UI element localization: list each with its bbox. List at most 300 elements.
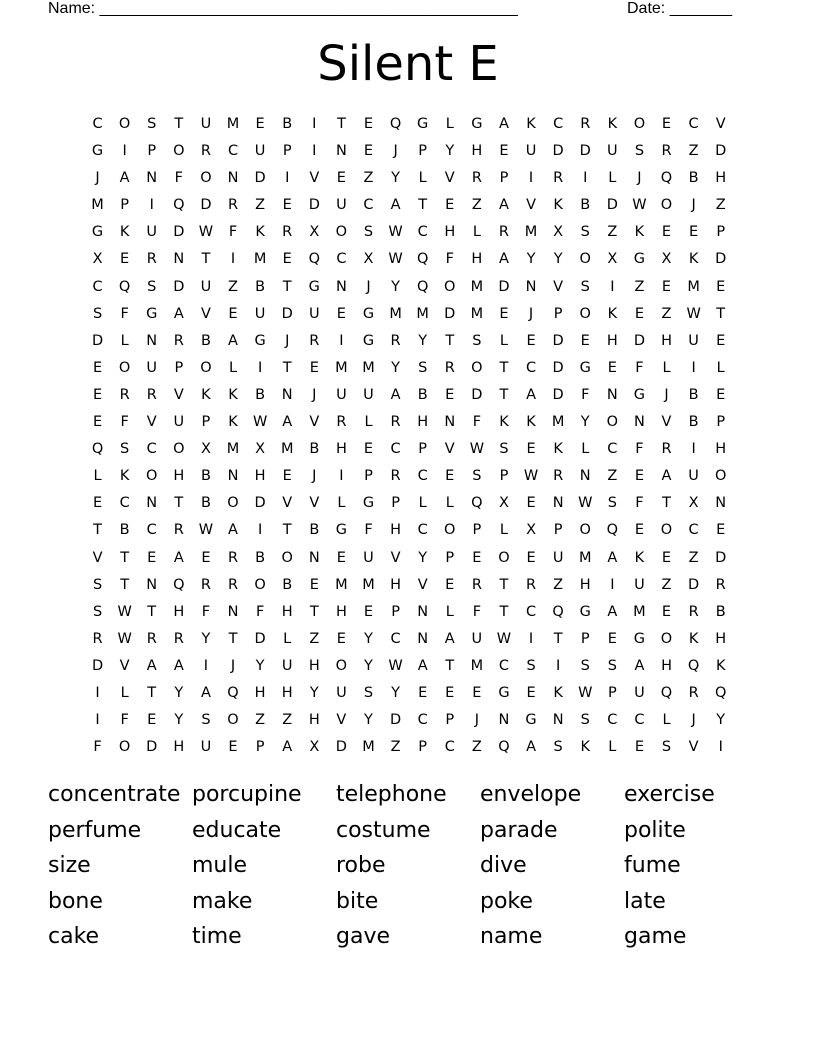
date-field-label: Date: _______ bbox=[627, 0, 732, 17]
grid-letter: R bbox=[553, 468, 564, 485]
grid-letter: E bbox=[336, 305, 346, 322]
grid-letter: Q bbox=[416, 251, 429, 268]
grid-letter: A bbox=[444, 630, 455, 647]
grid-letter: E bbox=[499, 143, 509, 160]
grid-letter: C bbox=[634, 712, 645, 729]
grid-letter: D bbox=[173, 224, 185, 241]
grid-letter: D bbox=[579, 143, 591, 160]
grid-letter: L bbox=[499, 522, 508, 539]
grid-letter: O bbox=[173, 441, 185, 458]
grid-letter: U bbox=[688, 468, 699, 485]
grid-letter: C bbox=[607, 712, 618, 729]
word-bank-item: cake bbox=[48, 924, 100, 950]
grid-letter: X bbox=[200, 441, 211, 458]
grid-letter: N bbox=[146, 576, 158, 593]
grid-letter: M bbox=[362, 576, 375, 593]
grid-letter: B bbox=[580, 197, 591, 214]
grid-letter: L bbox=[445, 116, 454, 132]
grid-letter: L bbox=[472, 224, 481, 241]
grid-letter: C bbox=[119, 495, 130, 512]
grid-letter: N bbox=[552, 495, 564, 512]
grid-letter: H bbox=[661, 657, 672, 674]
grid-letter: T bbox=[309, 603, 319, 620]
grid-letter: W bbox=[496, 630, 512, 647]
grid-letter: A bbox=[173, 657, 184, 674]
grid-letter: Z bbox=[363, 170, 374, 187]
grid-letter: H bbox=[173, 739, 185, 756]
grid-letter: P bbox=[716, 224, 726, 241]
grid-letter: S bbox=[607, 495, 617, 512]
grid-letter: L bbox=[608, 739, 617, 756]
grid-letter: E bbox=[716, 522, 726, 539]
grid-letter: F bbox=[635, 359, 644, 376]
grid-letter: M bbox=[524, 224, 538, 241]
grid-letter: O bbox=[118, 359, 131, 376]
grid-letter: W bbox=[117, 630, 132, 647]
grid-letter: R bbox=[146, 630, 157, 647]
grid-letter: T bbox=[499, 576, 509, 593]
grid-letter: H bbox=[390, 576, 402, 593]
word-bank-item: polite bbox=[624, 817, 686, 843]
grid-letter: T bbox=[418, 197, 428, 214]
grid-letter: Y bbox=[391, 684, 400, 701]
grid-letter: K bbox=[634, 224, 645, 241]
grid-letter: H bbox=[254, 684, 266, 701]
grid-letter: T bbox=[282, 522, 292, 539]
grid-letter: R bbox=[200, 143, 211, 160]
grid-letter: M bbox=[362, 359, 375, 376]
grid-letter: K bbox=[553, 441, 563, 458]
grid-letter: P bbox=[418, 739, 428, 756]
grid-letter: L bbox=[418, 170, 427, 187]
grid-letter: R bbox=[336, 414, 347, 431]
grid-letter: J bbox=[393, 143, 398, 160]
grid-letter: M bbox=[470, 657, 484, 674]
grid-letter: I bbox=[610, 576, 615, 593]
grid-letter: L bbox=[608, 170, 617, 187]
word-bank-item: telephone bbox=[336, 782, 447, 807]
grid-letter: N bbox=[633, 414, 645, 431]
grid-letter: E bbox=[472, 549, 482, 566]
grid-letter: W bbox=[632, 197, 647, 214]
grid-letter: L bbox=[283, 630, 292, 647]
word-bank-item: late bbox=[624, 888, 666, 914]
grid-letter: D bbox=[552, 386, 564, 403]
grid-letter: E bbox=[147, 712, 157, 729]
grid-letter: B bbox=[282, 116, 293, 132]
grid-letter: C bbox=[227, 143, 239, 160]
grid-letter: T bbox=[93, 522, 102, 539]
grid-letter: U bbox=[336, 684, 347, 701]
grid-letter: U bbox=[200, 278, 212, 295]
grid-letter: B bbox=[200, 468, 211, 485]
grid-letter: G bbox=[471, 116, 483, 132]
grid-letter: E bbox=[472, 684, 482, 701]
grid-letter: F bbox=[445, 251, 454, 268]
grid-letter: H bbox=[606, 332, 618, 349]
grid-letter: S bbox=[580, 712, 590, 729]
grid-letter: N bbox=[146, 495, 158, 512]
grid-letter: E bbox=[363, 143, 374, 160]
grid-letter: E bbox=[716, 386, 726, 403]
grid-letter: X bbox=[363, 251, 374, 268]
grid-letter: T bbox=[282, 278, 292, 295]
grid-letter: N bbox=[444, 414, 456, 431]
grid-letter: C bbox=[363, 197, 374, 214]
grid-letter: N bbox=[715, 495, 727, 512]
grid-letter: W bbox=[523, 468, 539, 485]
grid-letter: O bbox=[200, 359, 212, 376]
grid-letter: E bbox=[607, 359, 617, 376]
grid-letter: H bbox=[715, 170, 727, 187]
grid-letter: Z bbox=[471, 197, 482, 214]
grid-letter: L bbox=[364, 414, 373, 431]
word-bank-item: concentrate bbox=[48, 782, 181, 807]
grid-letter: Y bbox=[445, 143, 455, 160]
grid-letter: D bbox=[715, 251, 727, 268]
grid-letter: U bbox=[336, 197, 347, 214]
grid-letter: I bbox=[528, 170, 534, 187]
grid-letter: P bbox=[147, 143, 157, 160]
grid-letter: V bbox=[309, 495, 320, 512]
grid-letter: E bbox=[363, 441, 374, 458]
grid-letter: C bbox=[146, 522, 157, 539]
word-bank-item: exercise bbox=[624, 782, 715, 807]
grid-letter: F bbox=[174, 170, 183, 187]
grid-letter: Y bbox=[201, 630, 211, 647]
grid-letter: D bbox=[715, 143, 727, 160]
grid-letter: V bbox=[119, 657, 130, 674]
grid-letter: U bbox=[281, 657, 293, 674]
grid-letter: E bbox=[336, 549, 346, 566]
grid-letter: F bbox=[472, 603, 482, 620]
grid-letter: I bbox=[583, 170, 588, 187]
grid-letter: Y bbox=[364, 630, 373, 647]
grid-letter: M bbox=[633, 603, 646, 620]
grid-letter: A bbox=[173, 549, 184, 566]
grid-letter: E bbox=[526, 684, 536, 701]
grid-letter: R bbox=[553, 170, 564, 187]
word-bank-item: robe bbox=[336, 853, 386, 879]
grid-letter: G bbox=[633, 251, 646, 268]
grid-letter: M bbox=[226, 116, 240, 132]
grid-letter: P bbox=[445, 712, 455, 729]
grid-letter: Y bbox=[174, 712, 184, 729]
grid-letter: X bbox=[309, 739, 320, 756]
grid-letter: O bbox=[200, 170, 212, 187]
grid-letter: I bbox=[610, 278, 615, 295]
grid-letter: N bbox=[281, 386, 293, 403]
grid-letter: E bbox=[580, 332, 590, 349]
grid-letter: J bbox=[664, 386, 669, 403]
grid-letter: D bbox=[254, 495, 266, 512]
grid-letter: F bbox=[255, 603, 265, 620]
word-bank-item: envelope bbox=[480, 782, 582, 807]
grid-letter: L bbox=[445, 603, 454, 620]
grid-letter: J bbox=[691, 712, 696, 729]
grid-letter: C bbox=[390, 441, 401, 458]
grid-letter: F bbox=[120, 305, 129, 322]
grid-letter: G bbox=[146, 305, 158, 322]
grid-letter: W bbox=[388, 224, 403, 241]
grid-letter: L bbox=[93, 468, 102, 485]
grid-letter: U bbox=[308, 305, 320, 322]
grid-letter: N bbox=[173, 251, 185, 268]
grid-letter: E bbox=[418, 684, 428, 701]
grid-letter: T bbox=[147, 603, 157, 620]
grid-letter: R bbox=[309, 332, 320, 349]
grid-letter: S bbox=[92, 603, 103, 620]
grid-letter: O bbox=[444, 278, 456, 295]
grid-letter: Q bbox=[91, 441, 104, 458]
grid-letter: A bbox=[390, 386, 401, 403]
grid-letter: S bbox=[120, 441, 130, 458]
grid-letter: T bbox=[499, 386, 509, 403]
grid-letter: G bbox=[308, 278, 320, 295]
grid-letter: G bbox=[579, 603, 591, 620]
grid-letter: N bbox=[146, 170, 158, 187]
grid-letter: E bbox=[499, 305, 509, 322]
grid-letter: D bbox=[552, 332, 564, 349]
grid-letter: M bbox=[226, 441, 240, 458]
grid-letter: R bbox=[471, 576, 482, 593]
grid-letter: I bbox=[339, 332, 344, 349]
grid-letter: J bbox=[637, 170, 642, 187]
grid-letter: E bbox=[445, 386, 455, 403]
name-field-label: Name: _______________________________________________ bbox=[48, 0, 518, 17]
grid-letter: I bbox=[149, 197, 154, 214]
grid-letter: T bbox=[336, 116, 346, 132]
grid-letter: C bbox=[92, 278, 103, 295]
grid-letter: P bbox=[499, 468, 509, 485]
grid-letter: O bbox=[660, 630, 673, 647]
grid-letter: D bbox=[335, 739, 347, 756]
grid-letter: L bbox=[716, 359, 725, 376]
grid-letter: Z bbox=[634, 278, 645, 295]
grid-letter: S bbox=[201, 712, 211, 729]
grid-letter: A bbox=[661, 468, 672, 485]
grid-letter: D bbox=[552, 359, 564, 376]
grid-letter: Z bbox=[390, 739, 401, 756]
grid-letter: C bbox=[688, 522, 699, 539]
grid-letter: H bbox=[308, 712, 320, 729]
grid-letter: L bbox=[337, 495, 346, 512]
grid-letter: W bbox=[578, 495, 593, 512]
grid-letter: V bbox=[417, 576, 428, 593]
grid-letter: F bbox=[635, 441, 644, 458]
grid-letter: M bbox=[470, 278, 484, 295]
grid-letter: O bbox=[254, 576, 266, 593]
grid-letter: F bbox=[364, 522, 373, 539]
grid-letter: Z bbox=[607, 468, 618, 485]
grid-letter: G bbox=[362, 495, 375, 512]
grid-letter: P bbox=[499, 170, 509, 187]
grid-letter: S bbox=[92, 576, 103, 593]
grid-letter: M bbox=[335, 576, 348, 593]
grid-letter: O bbox=[227, 712, 239, 729]
grid-letter: Q bbox=[227, 684, 239, 701]
grid-letter: D bbox=[552, 143, 564, 160]
grid-letter: C bbox=[498, 657, 510, 674]
grid-letter: E bbox=[634, 468, 644, 485]
grid-letter: H bbox=[335, 441, 347, 458]
letter-grid bbox=[84, 114, 734, 764]
grid-letter: P bbox=[418, 143, 428, 160]
grid-letter: B bbox=[255, 278, 266, 295]
grid-letter: S bbox=[607, 657, 617, 674]
word-bank-item: bite bbox=[336, 888, 379, 914]
word-bank bbox=[48, 779, 768, 957]
grid-letter: I bbox=[257, 359, 263, 376]
grid-letter: F bbox=[228, 224, 238, 241]
grid-letter: K bbox=[634, 549, 645, 566]
grid-letter: J bbox=[366, 278, 371, 295]
grid-letter: O bbox=[444, 522, 456, 539]
grid-letter: V bbox=[173, 386, 184, 403]
grid-letter: E bbox=[336, 170, 346, 187]
grid-letter: Z bbox=[471, 739, 482, 756]
word-bank-item: dive bbox=[480, 853, 527, 879]
grid-letter: E bbox=[92, 386, 103, 403]
grid-letter: D bbox=[688, 576, 700, 593]
grid-letter: Z bbox=[607, 224, 618, 241]
grid-letter: Z bbox=[255, 712, 266, 729]
grid-letter: Y bbox=[716, 712, 726, 729]
grid-letter: F bbox=[581, 386, 590, 403]
grid-letter: I bbox=[556, 657, 561, 674]
grid-letter: S bbox=[634, 143, 645, 160]
grid-letter: M bbox=[687, 278, 700, 295]
grid-letter: Y bbox=[526, 251, 536, 268]
grid-letter: Q bbox=[118, 278, 131, 295]
grid-letter: D bbox=[254, 630, 266, 647]
grid-letter: K bbox=[688, 251, 699, 268]
word-bank-item: time bbox=[192, 924, 242, 950]
grid-letter: N bbox=[606, 386, 618, 403]
word-bank-item: costume bbox=[336, 817, 431, 843]
grid-letter: W bbox=[686, 305, 701, 322]
grid-letter: U bbox=[336, 386, 347, 403]
grid-letter: E bbox=[689, 224, 699, 241]
grid-letter: V bbox=[444, 170, 455, 187]
grid-letter: D bbox=[389, 712, 402, 729]
grid-letter: E bbox=[526, 332, 536, 349]
grid-letter: U bbox=[471, 630, 483, 647]
grid-letter: B bbox=[119, 522, 130, 539]
grid-letter: Z bbox=[688, 143, 699, 160]
grid-letter: P bbox=[174, 359, 184, 376]
grid-letter: P bbox=[716, 414, 726, 431]
grid-letter: Q bbox=[308, 251, 320, 268]
grid-letter: K bbox=[553, 197, 563, 214]
grid-letter: Y bbox=[364, 657, 373, 674]
grid-letter: A bbox=[417, 657, 428, 674]
grid-letter: Q bbox=[660, 170, 673, 187]
grid-letter: R bbox=[173, 332, 184, 349]
grid-letter: S bbox=[418, 359, 428, 376]
grid-letter: D bbox=[715, 549, 727, 566]
grid-letter: M bbox=[91, 197, 104, 214]
grid-letter: O bbox=[579, 305, 591, 322]
grid-letter: B bbox=[417, 386, 428, 403]
grid-letter: T bbox=[445, 657, 455, 674]
grid-letter: V bbox=[553, 278, 564, 295]
grid-letter: A bbox=[282, 414, 293, 431]
grid-letter: B bbox=[200, 495, 211, 512]
grid-letter: E bbox=[445, 197, 455, 214]
grid-letter: K bbox=[688, 630, 699, 647]
grid-letter: H bbox=[281, 603, 293, 620]
grid-letter: Q bbox=[389, 116, 402, 132]
grid-letter: N bbox=[227, 170, 239, 187]
grid-letter: L bbox=[662, 359, 671, 376]
grid-letter: M bbox=[470, 305, 484, 322]
grid-letter: S bbox=[661, 739, 672, 756]
grid-letter: G bbox=[91, 224, 104, 241]
word-bank-item: educate bbox=[192, 817, 282, 843]
grid-letter: X bbox=[498, 495, 509, 512]
grid-letter: G bbox=[254, 332, 266, 349]
grid-letter: K bbox=[715, 657, 726, 674]
grid-letter: T bbox=[174, 495, 184, 512]
grid-letter: W bbox=[252, 414, 268, 431]
grid-letter: V bbox=[688, 739, 699, 756]
grid-letter: H bbox=[471, 143, 483, 160]
grid-letter: E bbox=[716, 332, 726, 349]
grid-letter: R bbox=[390, 332, 401, 349]
grid-letter: S bbox=[147, 278, 157, 295]
grid-letter: V bbox=[309, 414, 320, 431]
grid-letter: T bbox=[201, 251, 211, 268]
grid-letter: Z bbox=[255, 197, 266, 214]
grid-letter: Z bbox=[688, 549, 699, 566]
grid-letter: Y bbox=[391, 359, 400, 376]
grid-letter: I bbox=[203, 657, 209, 674]
grid-letter: R bbox=[200, 576, 211, 593]
grid-letter: U bbox=[552, 549, 564, 566]
grid-letter: W bbox=[198, 522, 214, 539]
grid-letter: U bbox=[688, 332, 699, 349]
grid-letter: R bbox=[498, 224, 509, 241]
grid-letter: D bbox=[254, 170, 266, 187]
grid-letter: Y bbox=[418, 332, 428, 349]
grid-letter: E bbox=[661, 116, 672, 132]
grid-letter: N bbox=[417, 603, 429, 620]
grid-letter: I bbox=[312, 143, 317, 160]
grid-letter: J bbox=[230, 657, 236, 674]
grid-letter: O bbox=[335, 657, 348, 674]
word-bank-item: porcupine bbox=[192, 782, 302, 807]
grid-letter: L bbox=[120, 684, 129, 701]
grid-letter: E bbox=[336, 630, 346, 647]
grid-letter: K bbox=[201, 386, 211, 403]
grid-letter: L bbox=[581, 441, 590, 458]
grid-letter: K bbox=[526, 116, 536, 132]
grid-letter: J bbox=[312, 468, 317, 485]
grid-letter: E bbox=[661, 224, 672, 241]
grid-letter: N bbox=[308, 549, 320, 566]
grid-letter: T bbox=[120, 576, 130, 593]
grid-letter: A bbox=[119, 170, 130, 187]
grid-letter: E bbox=[363, 603, 374, 620]
grid-letter: H bbox=[254, 468, 266, 485]
grid-letter: D bbox=[633, 332, 645, 349]
grid-letter: V bbox=[200, 305, 211, 322]
grid-letter: I bbox=[95, 684, 100, 701]
grid-letter: G bbox=[498, 684, 510, 701]
grid-letter: U bbox=[200, 116, 212, 132]
grid-letter: K bbox=[119, 468, 130, 485]
